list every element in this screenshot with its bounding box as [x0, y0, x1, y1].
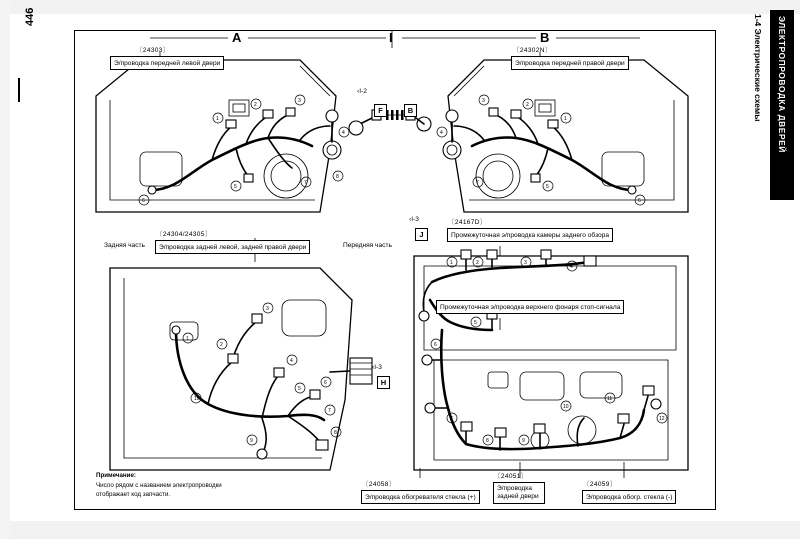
- svg-text:3: 3: [482, 98, 485, 104]
- svg-text:1: 1: [216, 116, 219, 122]
- svg-text:4: 4: [570, 264, 573, 270]
- section-letter-b: B: [540, 30, 550, 45]
- label-front-right-door: Э/проводка передней правой двери: [511, 56, 629, 70]
- ref-box-b: B: [404, 104, 417, 117]
- svg-text:7: 7: [328, 408, 331, 414]
- ref-box-f: F: [374, 104, 387, 117]
- label-rear-doors: Э/проводка задней левой, задней правой двери: [155, 240, 310, 254]
- ref-i3-right: ‹I-3: [372, 364, 382, 371]
- label-rear-door: Э/проводка задней двери: [493, 482, 545, 504]
- ref-i2: ‹I-2: [357, 88, 367, 95]
- svg-text:7: 7: [450, 416, 453, 422]
- label-heater-plus: Э/проводка обогревателя стекла (+): [361, 490, 480, 504]
- svg-text:4: 4: [440, 130, 443, 136]
- code-front-right: 〔24302N〕: [513, 47, 552, 54]
- svg-text:3: 3: [298, 98, 301, 104]
- label-front-left-door: Э/проводка передней левой двери: [110, 56, 224, 70]
- code-heater-minus: 〔24059〕: [583, 481, 617, 488]
- svg-text:8: 8: [334, 430, 337, 436]
- note-title: Примечание:: [96, 472, 136, 479]
- ref-box-j: J: [415, 228, 428, 241]
- svg-text:1: 1: [564, 116, 567, 122]
- svg-text:5: 5: [234, 184, 237, 190]
- svg-text:1: 1: [186, 336, 189, 342]
- svg-text:6: 6: [324, 380, 327, 386]
- svg-text:10: 10: [194, 396, 200, 402]
- text-rear-part: Задняя часть: [104, 242, 145, 249]
- ref-i3-left: ‹I-3: [409, 216, 419, 223]
- code-heater-plus: 〔24058〕: [362, 481, 396, 488]
- svg-text:6: 6: [142, 198, 145, 204]
- svg-text:10: 10: [563, 404, 569, 410]
- svg-text:12: 12: [659, 416, 665, 422]
- note-line-1: Число рядом с названием электропроводки: [96, 482, 222, 489]
- label-rear-camera: Промежуточная э/проводка камеры заднего обзора: [447, 228, 613, 242]
- svg-text:2: 2: [254, 102, 257, 108]
- svg-text:11: 11: [607, 396, 613, 402]
- svg-text:6: 6: [638, 198, 641, 204]
- label-stop-lamp: Промежуточная э/проводка верхнего фонаря стоп-сигнала: [436, 300, 624, 314]
- svg-text:8: 8: [336, 174, 339, 180]
- svg-text:7: 7: [304, 180, 307, 186]
- section-letter-center: I: [389, 30, 393, 45]
- note-line-2: отображает код запчасти.: [96, 491, 171, 498]
- svg-text:4: 4: [342, 130, 345, 136]
- svg-text:9: 9: [522, 438, 525, 444]
- svg-text:6: 6: [434, 342, 437, 348]
- ref-box-h: H: [377, 376, 390, 389]
- page-number: 446: [24, 7, 36, 26]
- svg-text:1: 1: [450, 260, 453, 266]
- svg-text:7: 7: [476, 180, 479, 186]
- svg-text:3: 3: [524, 260, 527, 266]
- svg-text:5: 5: [546, 184, 549, 190]
- svg-text:2: 2: [220, 342, 223, 348]
- svg-text:5: 5: [474, 320, 477, 326]
- code-rear-camera: 〔24167D〕: [448, 219, 487, 226]
- svg-text:9: 9: [250, 438, 253, 444]
- svg-text:2: 2: [476, 260, 479, 266]
- svg-text:2: 2: [526, 102, 529, 108]
- svg-text:8: 8: [486, 438, 489, 444]
- code-rear-pair: 〔24304/24305〕: [156, 231, 212, 238]
- svg-text:5: 5: [298, 386, 301, 392]
- section-letter-a: A: [232, 30, 242, 45]
- code-front-left: 〔24303〕: [136, 47, 170, 54]
- section-tab-label: ЭЛЕКТРОПРОВОДКА ДВЕРЕЙ: [777, 16, 787, 153]
- svg-text:4: 4: [290, 358, 293, 364]
- text-front-part: Передняя часть: [343, 242, 392, 249]
- svg-text:3: 3: [266, 306, 269, 312]
- code-rear-door: 〔24051〕: [494, 473, 528, 480]
- label-heater-minus: Э/проводка обогр. стекла (-): [582, 490, 676, 504]
